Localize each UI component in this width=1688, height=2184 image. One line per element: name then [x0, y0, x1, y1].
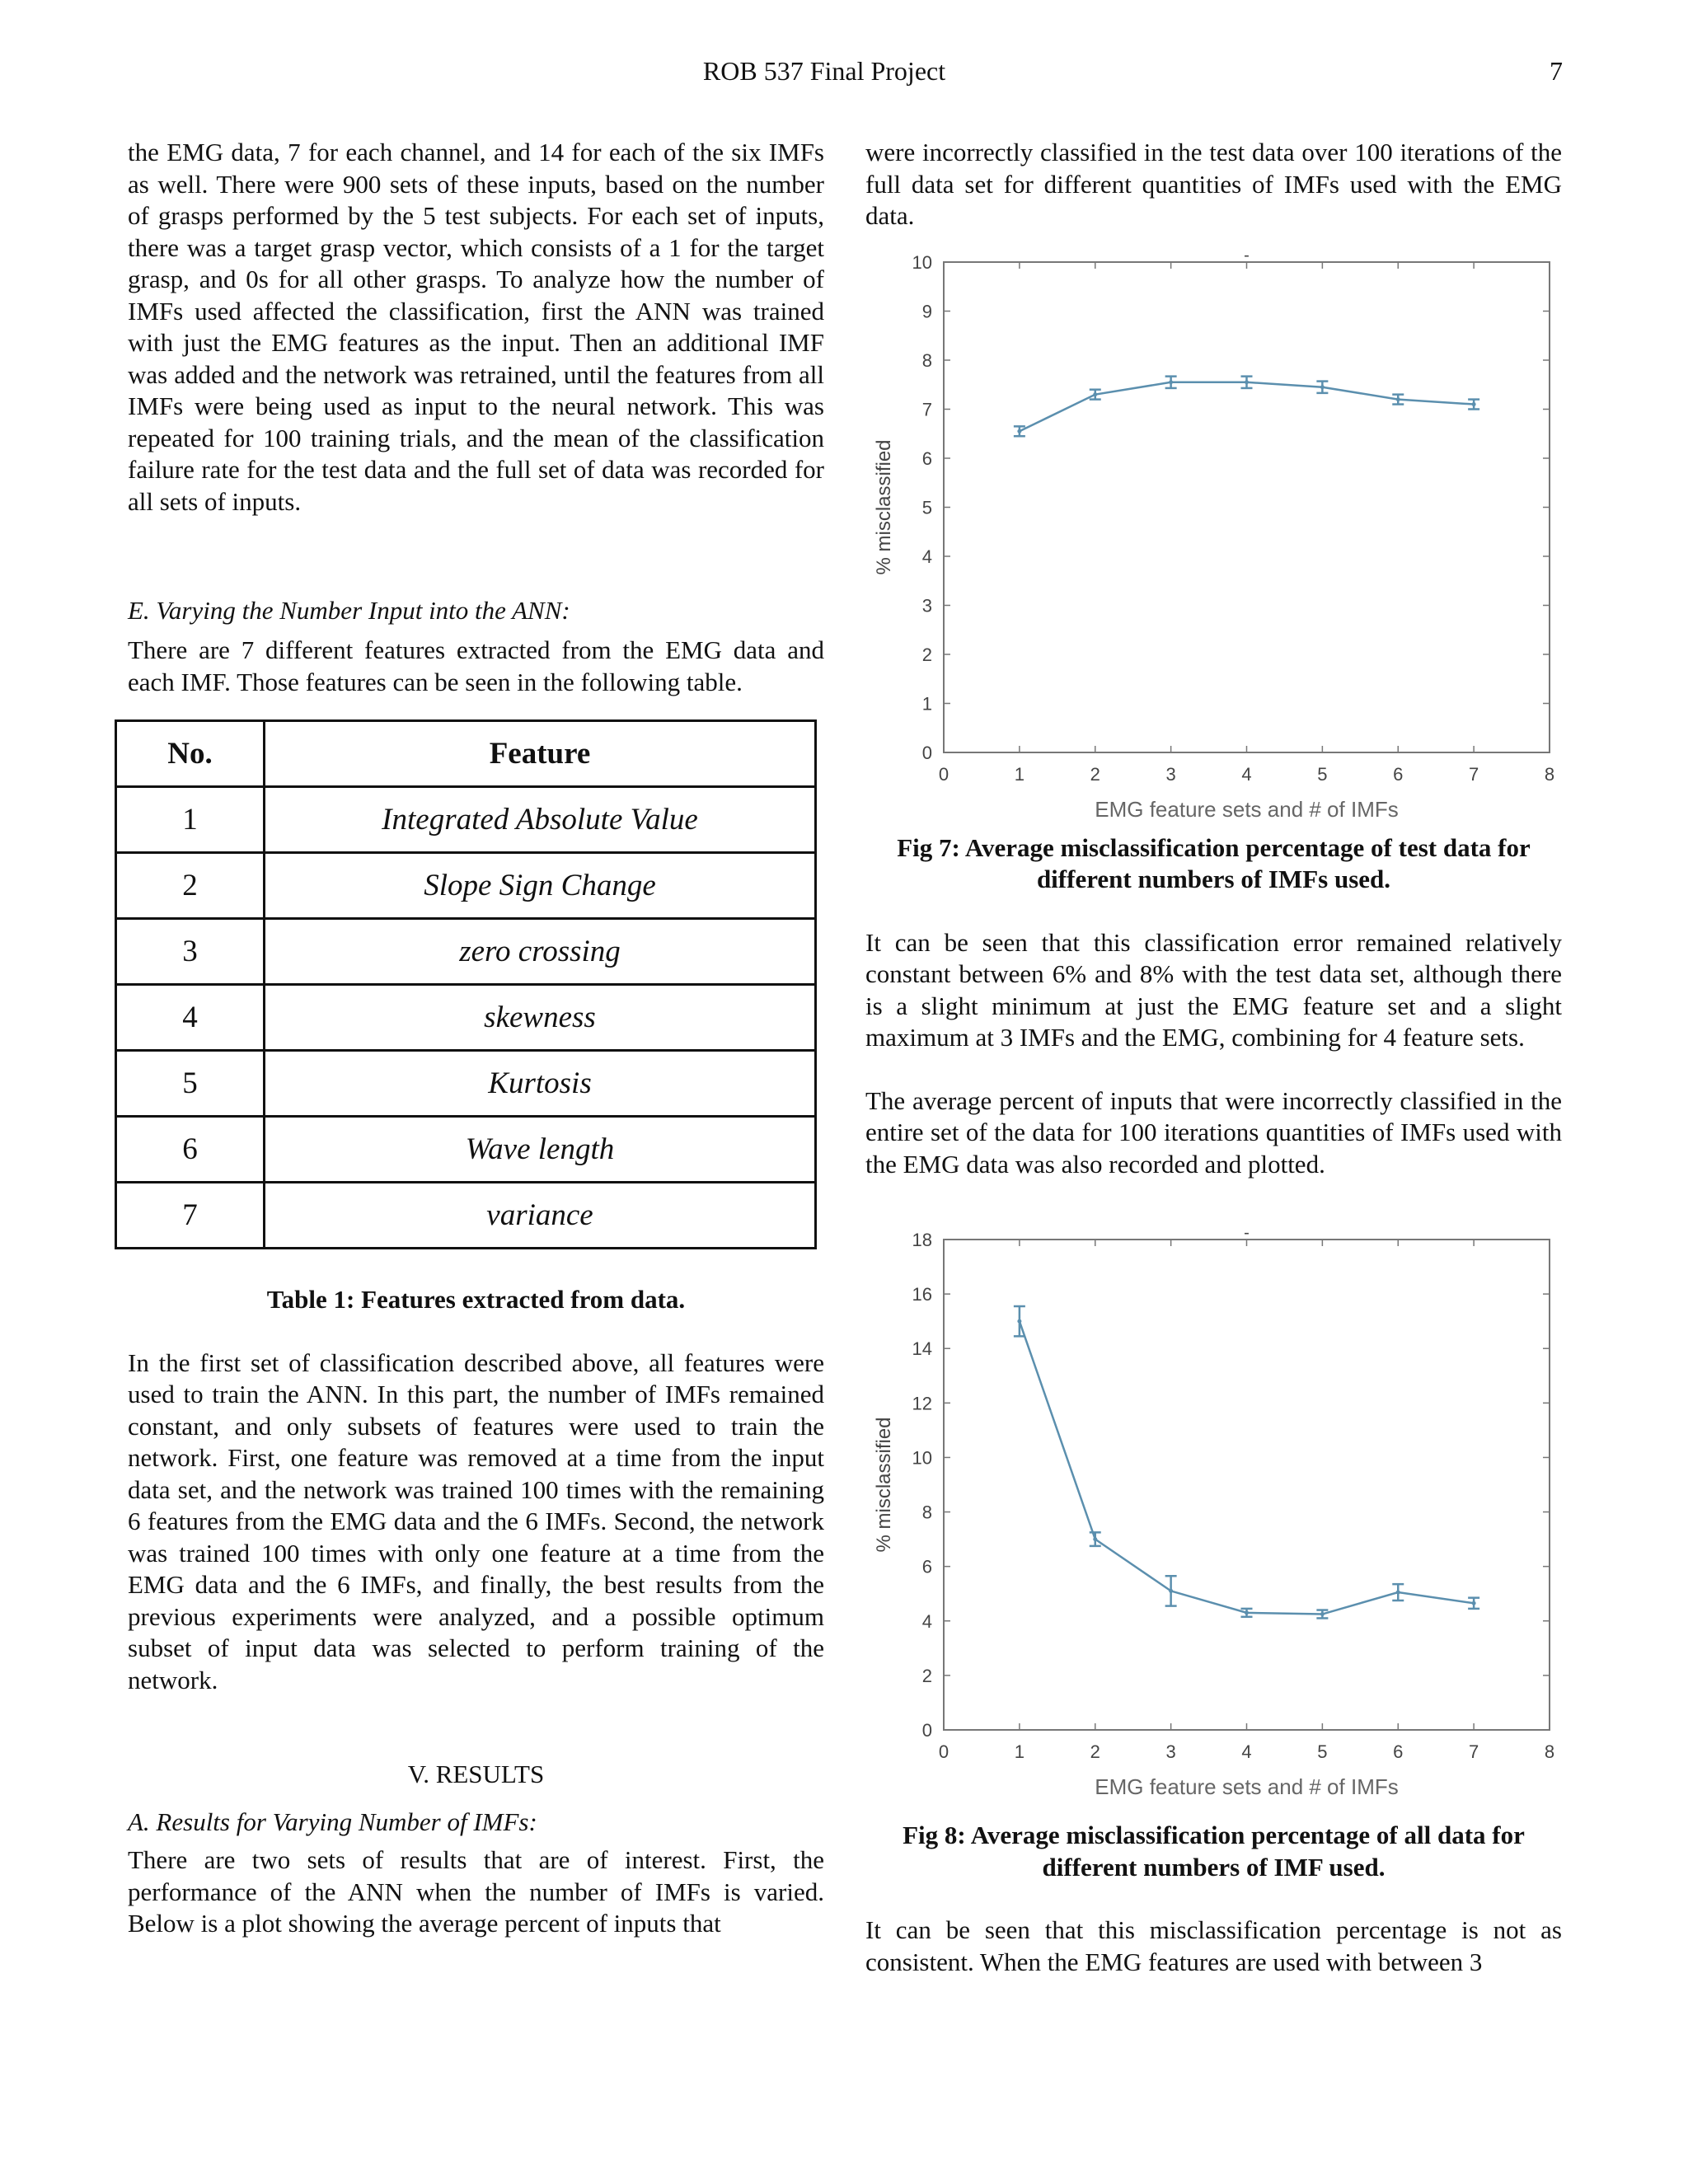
x-tick-label: 5: [1317, 763, 1328, 785]
y-axis-label: % misclassified: [873, 438, 895, 575]
y-tick-label: 16: [912, 1284, 932, 1305]
data-point: [1093, 392, 1097, 396]
table-header-no: No.: [116, 721, 265, 787]
table-row: [116, 985, 816, 1051]
y-tick-label: 8: [921, 1502, 932, 1523]
left-paragraph-1: the EMG data, 7 for each channel, and 14 for each of the six IMFs as well. There were 900 sets of these inputs, based on the number of grasps performed by the 5 test subjects. For each set of inputs, there was a target grasp vector, which consists of a 1 for the target grasp, and 0s for all other grasps. To analyze how the number of IMFs used affected the classification, first the ANN was trained with just the EMG features as the input. Then an additional IMF was added and the network was retrained, until the features from all IMFs were being used as input to the neural network. This was repeated for 100 training trials, and the mean of the classification failure rate for the test data and the full set of data was recorded for all sets of inputs.: [128, 138, 824, 516]
y-tick-label: 5: [921, 497, 932, 518]
y-tick-label: 4: [921, 546, 932, 567]
left-paragraph-2: There are 7 different features extracted from the EMG data and each IMF. Those features can be seen in the following table.: [128, 635, 824, 696]
y-tick-label: 6: [921, 1556, 932, 1577]
table-row: [116, 919, 816, 985]
data-point: [1169, 380, 1173, 384]
data-point: [1017, 1319, 1021, 1324]
y-tick-label: 10: [912, 1447, 932, 1469]
table-cell-feature: variance: [265, 1183, 816, 1249]
x-tick-label: 7: [1469, 1741, 1479, 1762]
x-tick-label: 4: [1241, 763, 1252, 785]
left-paragraph-4: There are two sets of results that are of interest. First, the performance of the ANN when the number of IMFs is varied. Below is a plot showing the average percent of inputs that: [128, 1845, 824, 1938]
fig8-plot: [865, 1223, 1562, 1800]
data-point: [1396, 1591, 1400, 1595]
fig8-chart: [865, 1223, 1562, 1800]
y-tick-label: 18: [912, 1230, 932, 1250]
x-tick-label: 2: [1090, 1741, 1100, 1762]
page-header: [0, 56, 1688, 97]
fig7-chart: [865, 246, 1562, 823]
y-tick-label: 12: [912, 1393, 932, 1414]
chart-title: -: [1244, 1224, 1250, 1242]
x-tick-label: 6: [1393, 763, 1404, 785]
x-tick-label: 2: [1090, 763, 1100, 785]
data-point: [1017, 429, 1021, 433]
x-tick-label: 8: [1544, 1741, 1555, 1762]
y-tick-label: 9: [921, 301, 932, 321]
data-point: [1320, 385, 1325, 389]
plot-frame: [944, 1240, 1550, 1730]
table-cell-feature: zero crossing: [265, 919, 816, 985]
x-tick-label: 7: [1469, 763, 1479, 785]
running-title: ROB 537 Final Project: [702, 56, 946, 86]
data-point: [1093, 1537, 1097, 1541]
x-tick-label: 1: [1014, 763, 1025, 785]
y-tick-label: 0: [921, 742, 932, 763]
table-cell-feature: Slope Sign Change: [265, 853, 816, 919]
y-tick-label: 0: [921, 1720, 932, 1741]
y-tick-label: 7: [921, 399, 932, 419]
y-tick-label: 3: [921, 595, 932, 616]
table-cell-no: 6: [116, 1117, 265, 1183]
y-tick-label: 8: [921, 349, 932, 371]
plot-frame: [944, 262, 1550, 752]
table-cell-no: 1: [116, 787, 265, 853]
x-tick-label: 0: [938, 1741, 950, 1762]
right-paragraph-4: It can be seen that this misclassification percentage is not as consistent. When the EMG features are used with between 3: [865, 1915, 1562, 1976]
subsection-e-heading: E. Varying the Number Input into the ANN:: [128, 596, 570, 625]
table-cell-no: 3: [116, 919, 265, 985]
x-tick-label: 1: [1014, 1741, 1025, 1762]
table-cell-feature: Kurtosis: [265, 1051, 816, 1117]
features-table: [115, 719, 817, 1249]
fig7-plot: [865, 246, 1562, 823]
chart-title: -: [1244, 246, 1250, 265]
table-header-row: [116, 721, 816, 787]
table-cell-no: 5: [116, 1051, 265, 1117]
y-tick-label: 2: [921, 1665, 932, 1686]
right-paragraph-3: The average percent of inputs that were incorrectly classified in the entire set of the data for 100 iterations quantities of IMFs used with the EMG data was also recorded and plotted.: [865, 1085, 1562, 1179]
x-axis-label: EMG feature sets and # of IMFs: [1095, 1774, 1399, 1799]
x-tick-label: 3: [1165, 1741, 1176, 1762]
fig8-caption: Fig 8: Average misclassification percentage of all data for different numbers of IMF used.: [903, 1821, 1525, 1882]
section-v-heading: V. RESULTS: [407, 1760, 545, 1788]
page-number: 7: [1550, 56, 1563, 86]
x-tick-label: 4: [1241, 1741, 1252, 1762]
y-tick-label: 14: [912, 1338, 932, 1360]
y-axis-label: % misclassified: [873, 1417, 895, 1553]
table-cell-no: 7: [116, 1183, 265, 1249]
x-tick-label: 5: [1317, 1741, 1328, 1762]
table-row: [116, 1117, 816, 1183]
data-point: [1169, 1589, 1173, 1593]
table-row: [116, 1051, 816, 1117]
x-tick-label: 0: [938, 763, 950, 785]
x-axis-label: EMG feature sets and # of IMFs: [1095, 796, 1399, 822]
table-cell-feature: skewness: [265, 985, 816, 1051]
table-cell-feature: Wave length: [265, 1117, 816, 1183]
table-1-caption: Table 1: Features extracted from data.: [266, 1285, 686, 1314]
data-point: [1472, 402, 1476, 406]
right-column: [865, 137, 1562, 1978]
y-tick-label: 10: [912, 251, 932, 273]
data-point: [1245, 1610, 1249, 1615]
data-point: [1472, 1601, 1476, 1605]
table-cell-feature: Integrated Absolute Value: [265, 787, 816, 853]
y-tick-label: 1: [921, 693, 932, 714]
left-column: [128, 137, 824, 1940]
data-point: [1245, 380, 1249, 384]
subsection-a-heading: A. Results for Varying Number of IMFs:: [128, 1807, 537, 1836]
table-cell-no: 4: [116, 985, 265, 1051]
table-row: [116, 787, 816, 853]
right-paragraph-1: were incorrectly classified in the test data over 100 iterations of the full data set for different quantities of IMFs used with the EMG data.: [865, 138, 1562, 230]
y-tick-label: 6: [921, 448, 932, 469]
table-cell-no: 2: [116, 853, 265, 919]
left-paragraph-3: In the first set of classification described above, all features were used to train the ANN. In this part, the number of IMFs remained constant, and only subsets of features were used to train the network. First, one feature was removed at a time from the input data set, and the network was trained 100 times with the remaining 6 features from the EMG data and the 6 IMFs. Second, the network was trained 100 times with only one feature at a time from the EMG data and the 6 IMFs, and finally, the best results from the previous experiments were analyzed, and a possible optimum subset of input data was selected to perform training of the network.: [128, 1347, 824, 1694]
data-point: [1396, 397, 1400, 401]
table-row: [116, 853, 816, 919]
data-point: [1320, 1612, 1325, 1616]
fig7-caption: Fig 7: Average misclassification percentage of test data for different numbers of IMFs used.: [897, 832, 1531, 893]
y-tick-label: 4: [921, 1610, 932, 1632]
x-tick-label: 3: [1165, 763, 1176, 785]
right-paragraph-2: It can be seen that this classification error remained relatively constant between 6% and 8% with the test data set, although there is a slight minimum at just the EMG feature set and a slight maximum at 3 IMFs and the EMG, combining for 4 feature sets.: [865, 927, 1562, 1052]
table-row: [116, 1183, 816, 1249]
x-tick-label: 8: [1544, 763, 1555, 785]
y-tick-label: 2: [921, 644, 932, 665]
x-tick-label: 6: [1393, 1741, 1404, 1762]
table-header-feature: Feature: [265, 721, 816, 787]
